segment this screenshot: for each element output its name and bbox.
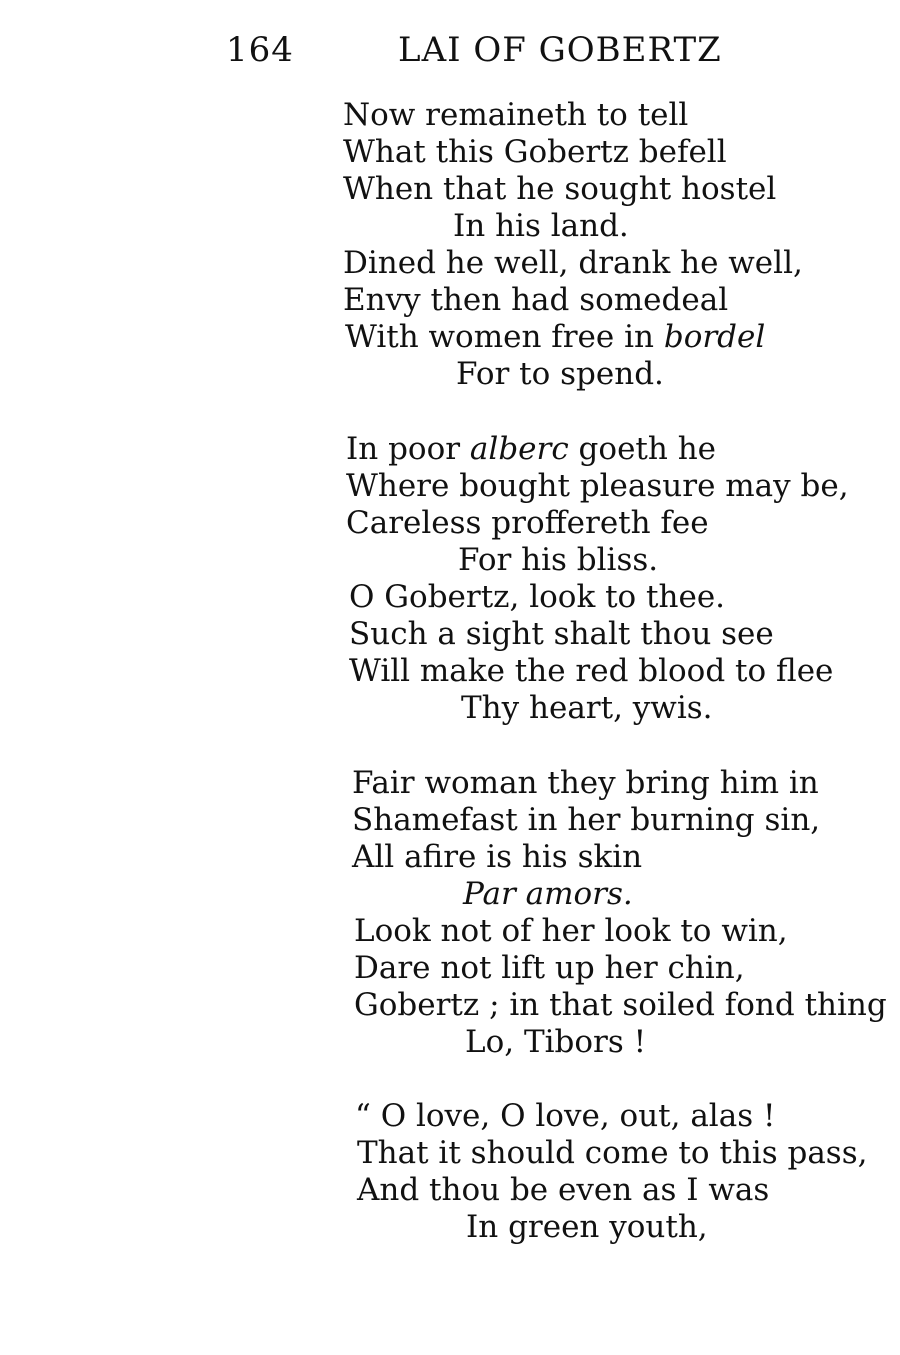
verse-line: Lo, Tibors ! — [465, 1024, 647, 1060]
verse-line: In poor alberc goeth he — [346, 431, 716, 467]
verse-line: Shamefast in her burning sin, — [352, 802, 821, 838]
italic-word: alberc — [469, 431, 569, 467]
verse-line: Thy heart, ywis. — [461, 690, 713, 726]
verse-line: O Gobertz, look to thee. — [349, 579, 726, 615]
verse-line: Dare not lift up her chin, — [354, 950, 745, 986]
verse-line: For to spend. — [456, 356, 664, 392]
verse-line: In his land. — [453, 208, 629, 244]
verse-line: For his bliss. — [458, 542, 659, 578]
verse-line: All afire is his skin — [352, 839, 643, 875]
verse-line: Now remaineth to tell — [343, 97, 689, 133]
italic-word: bordel — [663, 319, 766, 355]
verse-line: Gobertz ; in that soiled fond thing — [354, 987, 887, 1023]
verse-line: Where bought pleasure may be, — [346, 468, 849, 504]
verse-line: When that he sought hostel — [343, 171, 777, 207]
verse-line: That it should come to this pass, — [357, 1135, 868, 1171]
verse-line — [463, 876, 633, 912]
verse-line: Dined he well, drank he well, — [343, 245, 803, 281]
verse-line: With women free in bordel — [345, 319, 766, 355]
verse-line: In green youth, — [466, 1209, 708, 1245]
verse-line: What this Gobertz befell — [343, 134, 727, 170]
running-head: LAI OF GOBERTZ — [398, 30, 722, 70]
verse-line: Look not of her look to win, — [354, 913, 788, 949]
verse-line: Will make the red blood to flee — [349, 653, 834, 689]
verse-line: Such a sight shalt thou see — [349, 616, 774, 652]
verse-line: And thou be even as I was — [357, 1172, 770, 1208]
verse-line: Careless proffereth fee — [346, 505, 709, 541]
verse-line: Envy then had somedeal — [343, 282, 729, 318]
italic-word: Par amors. — [463, 876, 633, 912]
verse-line: Fair woman they bring him in — [352, 765, 819, 801]
page-number: 164 — [226, 30, 294, 70]
verse-line: “ O love, O love, out, alas ! — [355, 1098, 776, 1134]
